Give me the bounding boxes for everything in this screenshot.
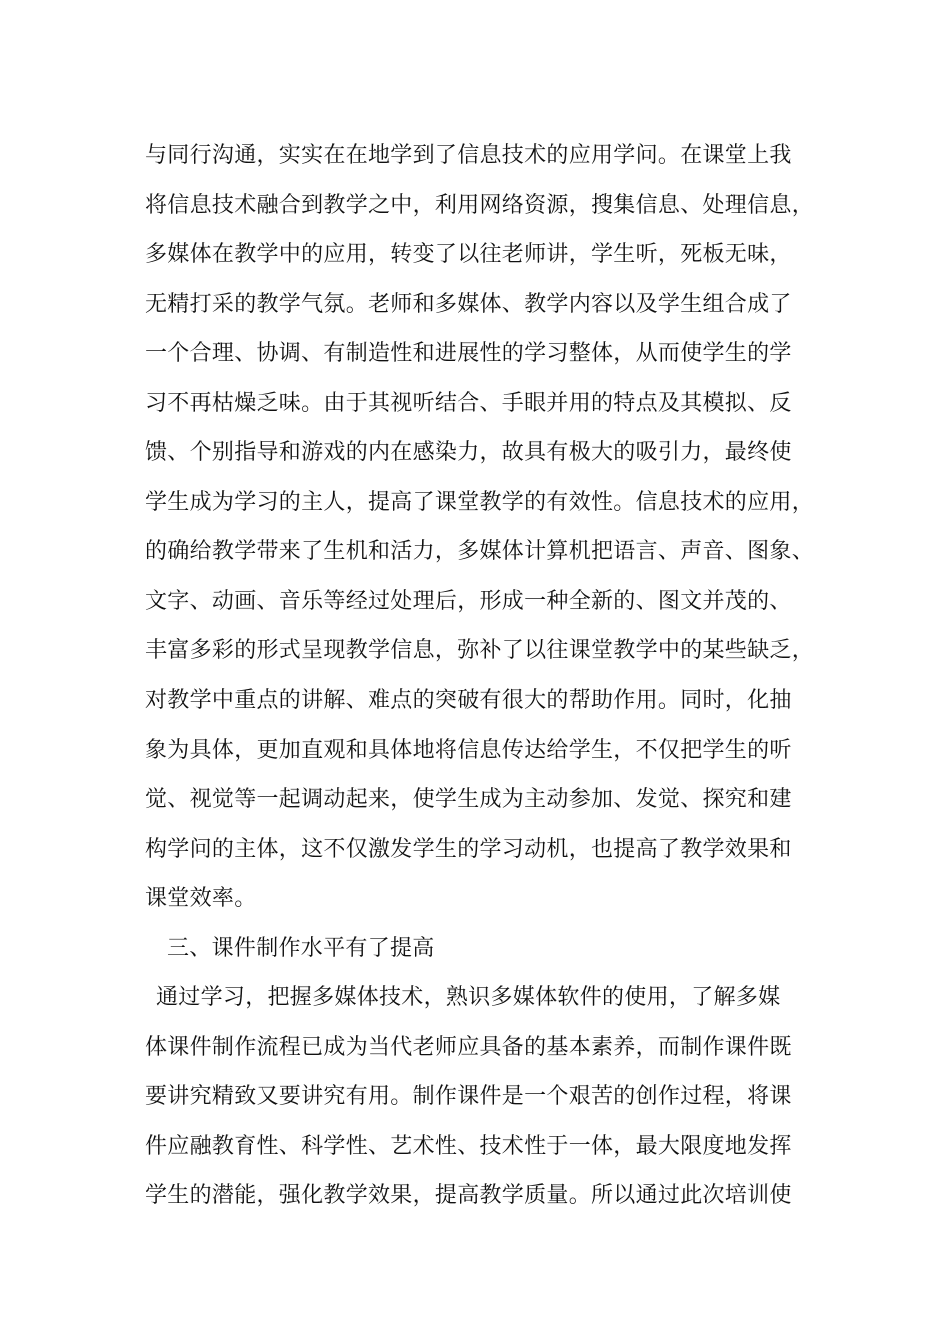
paragraph-line: 对教学中重点的讲解、难点的突破有很大的帮助作用。同时，化抽 — [145, 688, 792, 714]
paragraph-line: 构学问的主体，这不仅激发学生的学习动机，也提高了教学效果和 — [145, 836, 792, 862]
paragraph-line: 觉、视觉等一起调动起来，使学生成为主动参加、发觉、探究和建 — [145, 787, 792, 813]
document-body — [145, 131, 835, 1221]
paragraph-line: 课堂效率。 — [145, 886, 257, 912]
paragraph-line: 丰富多彩的形式呈现教学信息，弥补了以往课堂教学中的某些缺乏， — [145, 638, 815, 664]
section-heading: 三、课件制作水平有了提高 — [167, 935, 435, 961]
paragraph-line: 的确给教学带来了生机和活力，多媒体计算机把语言、声音、图象、 — [145, 539, 815, 565]
paragraph-line: 要讲究精致又要讲究有用。制作课件是一个艰苦的创作过程，将课 — [145, 1084, 792, 1110]
paragraph-line: 学生的潜能，强化教学效果，提高教学质量。所以通过此次培训使 — [145, 1183, 792, 1209]
paragraph-line: 无精打采的教学气氛。老师和多媒体、教学内容以及学生组合成了 — [145, 291, 792, 317]
paragraph-line: 馈、个别指导和游戏的内在感染力，故具有极大的吸引力，最终使 — [145, 440, 792, 466]
paragraph-line: 象为具体，更加直观和具体地将信息传达给学生，不仅把学生的听 — [145, 737, 792, 763]
paragraph-line: 体课件制作流程已成为当代老师应具备的基本素养，而制作课件既 — [145, 1034, 792, 1060]
paragraph-line: 将信息技术融合到教学之中，利用网络资源，搜集信息、处理信息， — [145, 192, 815, 218]
paragraph-line: 通过学习，把握多媒体技术，熟识多媒体软件的使用，了解多媒 — [156, 985, 781, 1011]
paragraph-line: 件应融教育性、科学性、艺术性、技术性于一体，最大限度地发挥 — [145, 1133, 792, 1159]
paragraph-line: 与同行沟通，实实在在地学到了信息技术的应用学问。在课堂上我 — [145, 143, 792, 168]
paragraph-line: 文字、动画、音乐等经过处理后，形成一种全新的、图文并茂的、 — [145, 588, 792, 614]
paragraph-line: 一个合理、协调、有制造性和进展性的学习整体，从而使学生的学 — [145, 341, 792, 367]
paragraph-line: 多媒体在教学中的应用，转变了以往老师讲，学生听，死板无味， — [145, 242, 792, 268]
paragraph-line: 学生成为学习的主人，提高了课堂教学的有效性。信息技术的应用， — [145, 489, 815, 515]
paragraph-line: 习不再枯燥乏味。由于其视听结合、手眼并用的特点及其模拟、反 — [145, 390, 792, 416]
